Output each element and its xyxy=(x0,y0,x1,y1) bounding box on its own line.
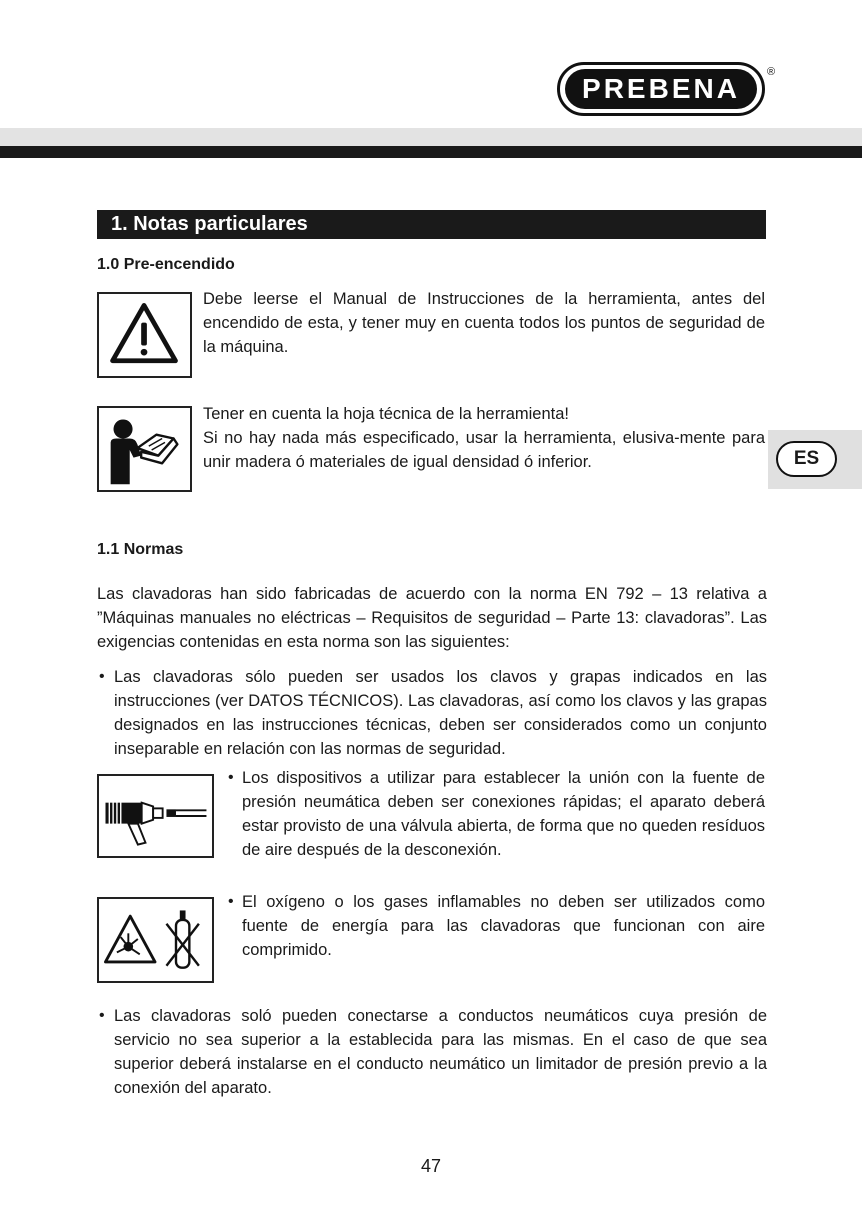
normas-intro: Las clavadoras han sido fabricadas de acuerdo con la norma EN 792 – 13 relativa a ”Máquinas manuales no eléctricas – Requisitos de seguridad – Parte 13: clavadoras”. Las exigencias contenidas en esta norma son las siguientes: xyxy=(97,585,767,651)
bullet-2-text: Los dispositivos a utilizar para establecer la unión con la fuente de presión neumática deben ser conexiones rápidas; el aparato deberá estar provisto de una válvula abierta, de forma que no queden resíduos de aire después de la desconexión. xyxy=(242,769,765,859)
normas-heading: 1.1 Normas xyxy=(97,541,184,558)
bullet-dot: • xyxy=(99,1007,105,1024)
section-title: 1. Notas particulares xyxy=(97,210,766,239)
brand-name: PREBENA xyxy=(565,69,757,109)
manual-line-1: Tener en cuenta la hoja técnica de la herramienta! xyxy=(203,405,569,423)
registered-mark: ® xyxy=(767,66,776,78)
read-manual-icon xyxy=(97,406,192,492)
manual-text-2: Si no hay nada más especificado, usar la herramienta, elusiva-mente para unir madera ó materiales de igual densidad ó inferior. xyxy=(203,429,765,471)
bullet-3-text: El oxígeno o los gases inflamables no deben ser utilizados como fuente de energía para las clavadoras que funcionan con aire comprimido. xyxy=(242,893,765,959)
page-number: 47 xyxy=(420,1156,442,1176)
bullet-dot: • xyxy=(228,769,234,786)
bullet-dot: • xyxy=(228,893,234,910)
header-divider xyxy=(0,146,862,158)
pneumatic-connector-icon xyxy=(97,774,214,858)
warning-text: Debe leerse el Manual de Instrucciones de la herramienta, antes del encendido de esta, y tener muy en cuenta todos los puntos de seguridad de la máquina. xyxy=(203,290,765,356)
preencendido-heading: 1.0 Pre-encendido xyxy=(97,256,235,273)
header-stripe xyxy=(0,128,862,146)
no-flammable-gas-icon xyxy=(97,897,214,983)
warning-icon xyxy=(97,292,192,378)
bullet-dot: • xyxy=(99,668,105,685)
brand-logo xyxy=(557,62,765,116)
bullet-4-text: Las clavadoras soló pueden conectarse a conductos neumáticos cuya presión de servicio no sea superior a la establecida para las mismas. En el caso de que sea superior deberá instalarse en el conducto neumático un limitador de presión previo a la conexión del aparato. xyxy=(114,1007,767,1097)
bullet-1-text: Las clavadoras sólo pueden ser usados los clavos y grapas indicados en las instrucciones (ver DATOS TÉCNICOS). Las clavadoras, así como los clavos y las grapas designados en las instrucciones técnicas, deben ser considerados como un conjunto inseparable en relación con las normas de seguridad. xyxy=(114,668,767,758)
language-tab: ES xyxy=(776,441,837,477)
